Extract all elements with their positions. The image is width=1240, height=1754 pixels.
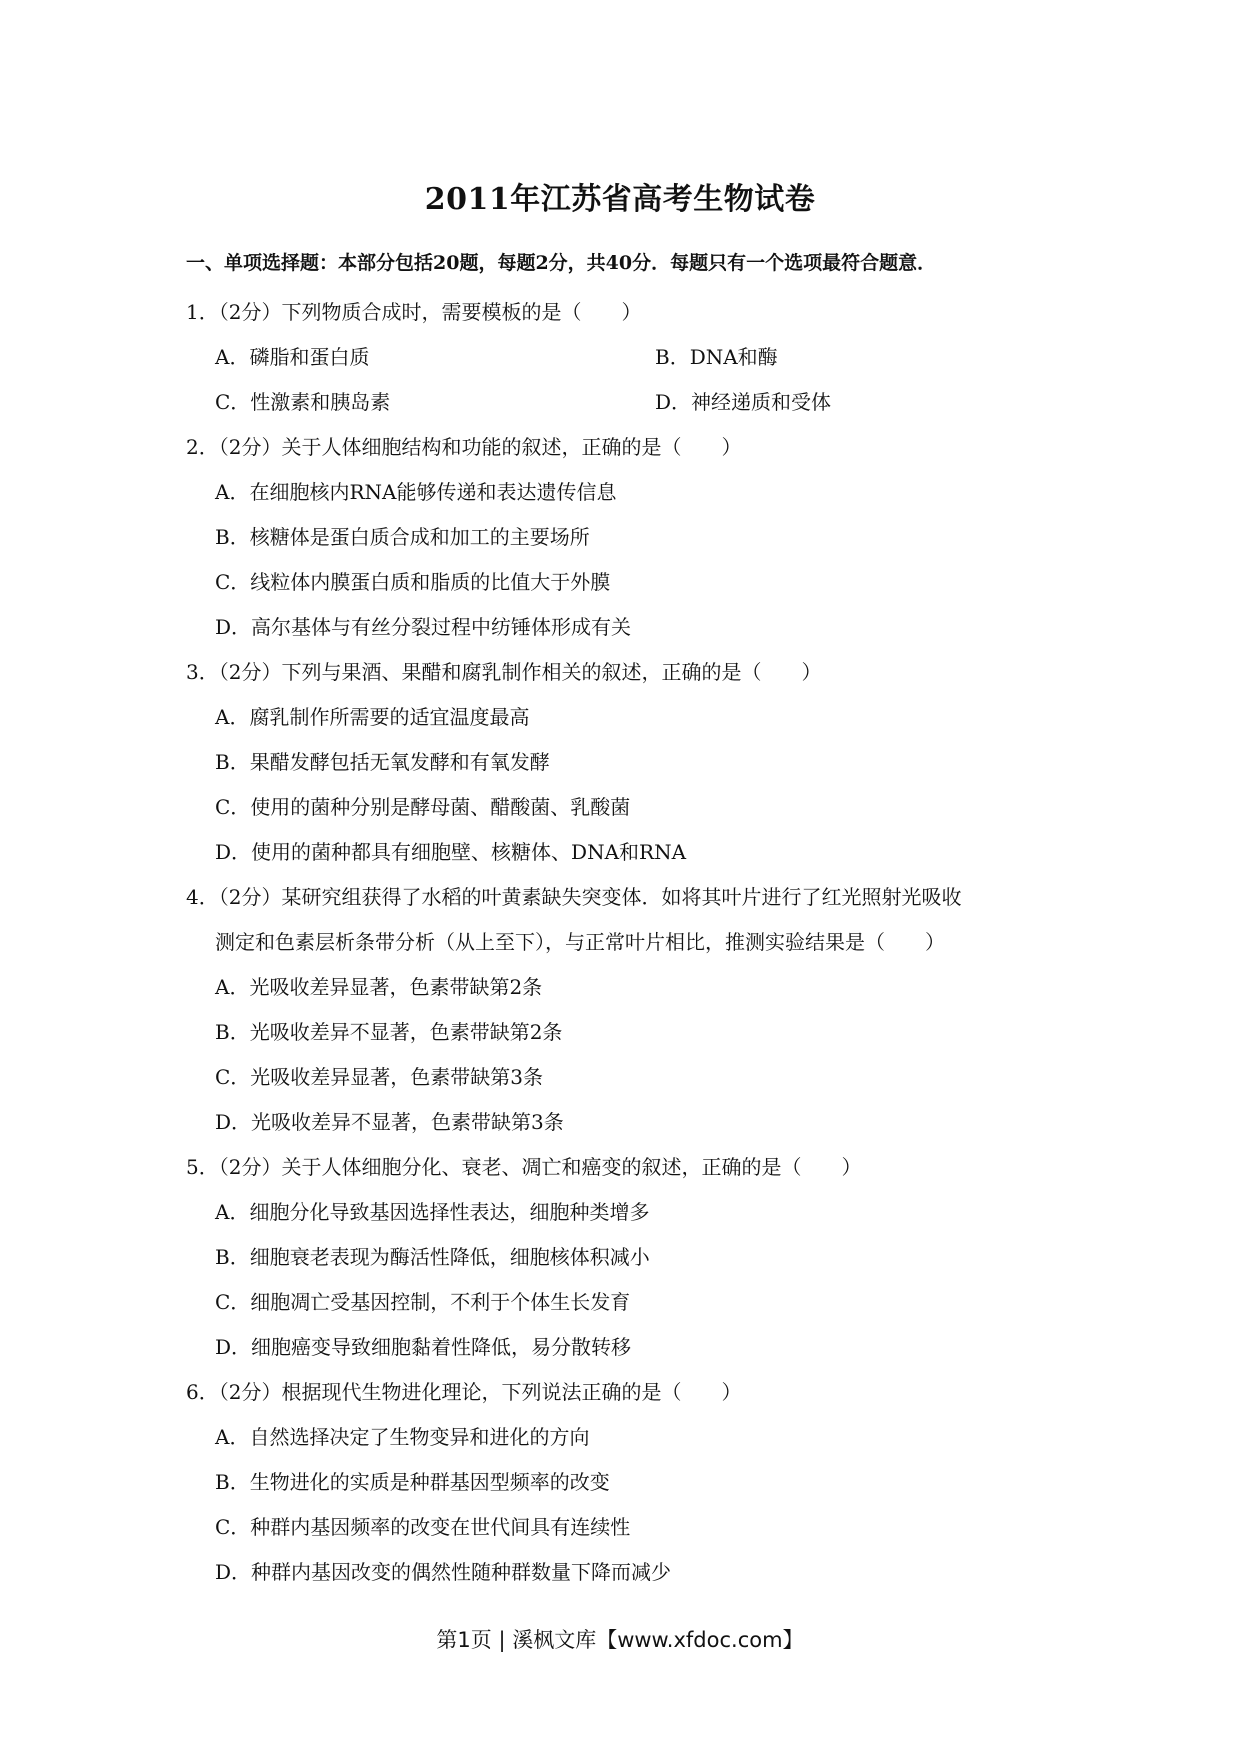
- question-2-option-b: B．核糖体是蛋白质合成和加工的主要场所: [215, 525, 590, 549]
- question-5-stem: 5．（2分）关于人体细胞分化、衰老、凋亡和癌变的叙述，正确的是（ ）: [186, 1155, 862, 1179]
- question-5-option-a: A．细胞分化导致基因选择性表达，细胞种类增多: [215, 1200, 650, 1224]
- question-3-option-a: A．腐乳制作所需要的适宜温度最高: [215, 705, 530, 729]
- question-6-option-c: C．种群内基因频率的改变在世代间具有连续性: [215, 1515, 631, 1539]
- question-4-option-a: A．光吸收差异显著，色素带缺第2条: [215, 975, 543, 999]
- page-footer: 第1页 | 溪枫文库【www.xfdoc.com】: [436, 1628, 804, 1652]
- questions-list: [186, 290, 1066, 1595]
- question-1-options-row-1: [186, 335, 1066, 380]
- section-heading: 一、单项选择题：本部分包括20题，每题2分，共40分．每题只有一个选项最符合题意．: [186, 252, 937, 274]
- question-2-option-d: D．高尔基体与有丝分裂过程中纺锤体形成有关: [215, 615, 632, 639]
- question-1-option-d: D．神经递质和受体: [655, 390, 832, 414]
- question-2-option-a: A．在细胞核内RNA能够传递和表达遗传信息: [215, 480, 617, 504]
- question-4-option-d: D．光吸收差异不显著，色素带缺第3条: [215, 1110, 564, 1134]
- question-4-option-b: B．光吸收差异不显著，色素带缺第2条: [215, 1020, 563, 1044]
- question-3-option-c: C．使用的菌种分别是酵母菌、醋酸菌、乳酸菌: [215, 795, 631, 819]
- question-4-option-c: C．光吸收差异显著，色素带缺第3条: [215, 1065, 544, 1089]
- question-3-option-d: D．使用的菌种都具有细胞壁、核糖体、DNA和RNA: [215, 840, 687, 864]
- question-4-stem-continued: 测定和色素层析条带分析（从上至下），与正常叶片相比，推测实验结果是（ ）: [215, 930, 945, 954]
- question-6-option-b: B．生物进化的实质是种群基因型频率的改变: [215, 1470, 610, 1494]
- question-5-option-d: D．细胞癌变导致细胞黏着性降低，易分散转移: [215, 1335, 632, 1359]
- question-3-option-b: B．果醋发酵包括无氧发酵和有氧发酵: [215, 750, 550, 774]
- question-1-option-c: C．性激素和胰岛素: [215, 390, 391, 414]
- question-3-stem: 3．（2分）下列与果酒、果醋和腐乳制作相关的叙述，正确的是（ ）: [186, 660, 822, 684]
- question-6-option-a: A．自然选择决定了生物变异和进化的方向: [215, 1425, 590, 1449]
- question-1-stem: 1．（2分）下列物质合成时，需要模板的是（ ）: [186, 300, 642, 324]
- question-5-option-b: B．细胞衰老表现为酶活性降低，细胞核体积减小: [215, 1245, 650, 1269]
- question-1-option-a: A．磷脂和蛋白质: [215, 345, 370, 369]
- question-4-stem: 4．（2分）某研究组获得了水稻的叶黄素缺失突变体．如将其叶片进行了红光照射光吸收: [186, 885, 962, 909]
- question-2-stem: 2．（2分）关于人体细胞结构和功能的叙述，正确的是（ ）: [186, 435, 742, 459]
- exam-title: 2011年江苏省高考生物试卷: [424, 182, 816, 217]
- question-6-stem: 6．（2分）根据现代生物进化理论，下列说法正确的是（ ）: [186, 1380, 742, 1404]
- question-1-option-b: B．DNA和酶: [655, 345, 778, 369]
- question-6-option-d: D．种群内基因改变的偶然性随种群数量下降而减少: [215, 1560, 672, 1584]
- question-2-option-c: C．线粒体内膜蛋白质和脂质的比值大于外膜: [215, 570, 611, 594]
- question-1-options-row-2: [186, 380, 1066, 425]
- question-5-option-c: C．细胞凋亡受基因控制，不利于个体生长发育: [215, 1290, 631, 1314]
